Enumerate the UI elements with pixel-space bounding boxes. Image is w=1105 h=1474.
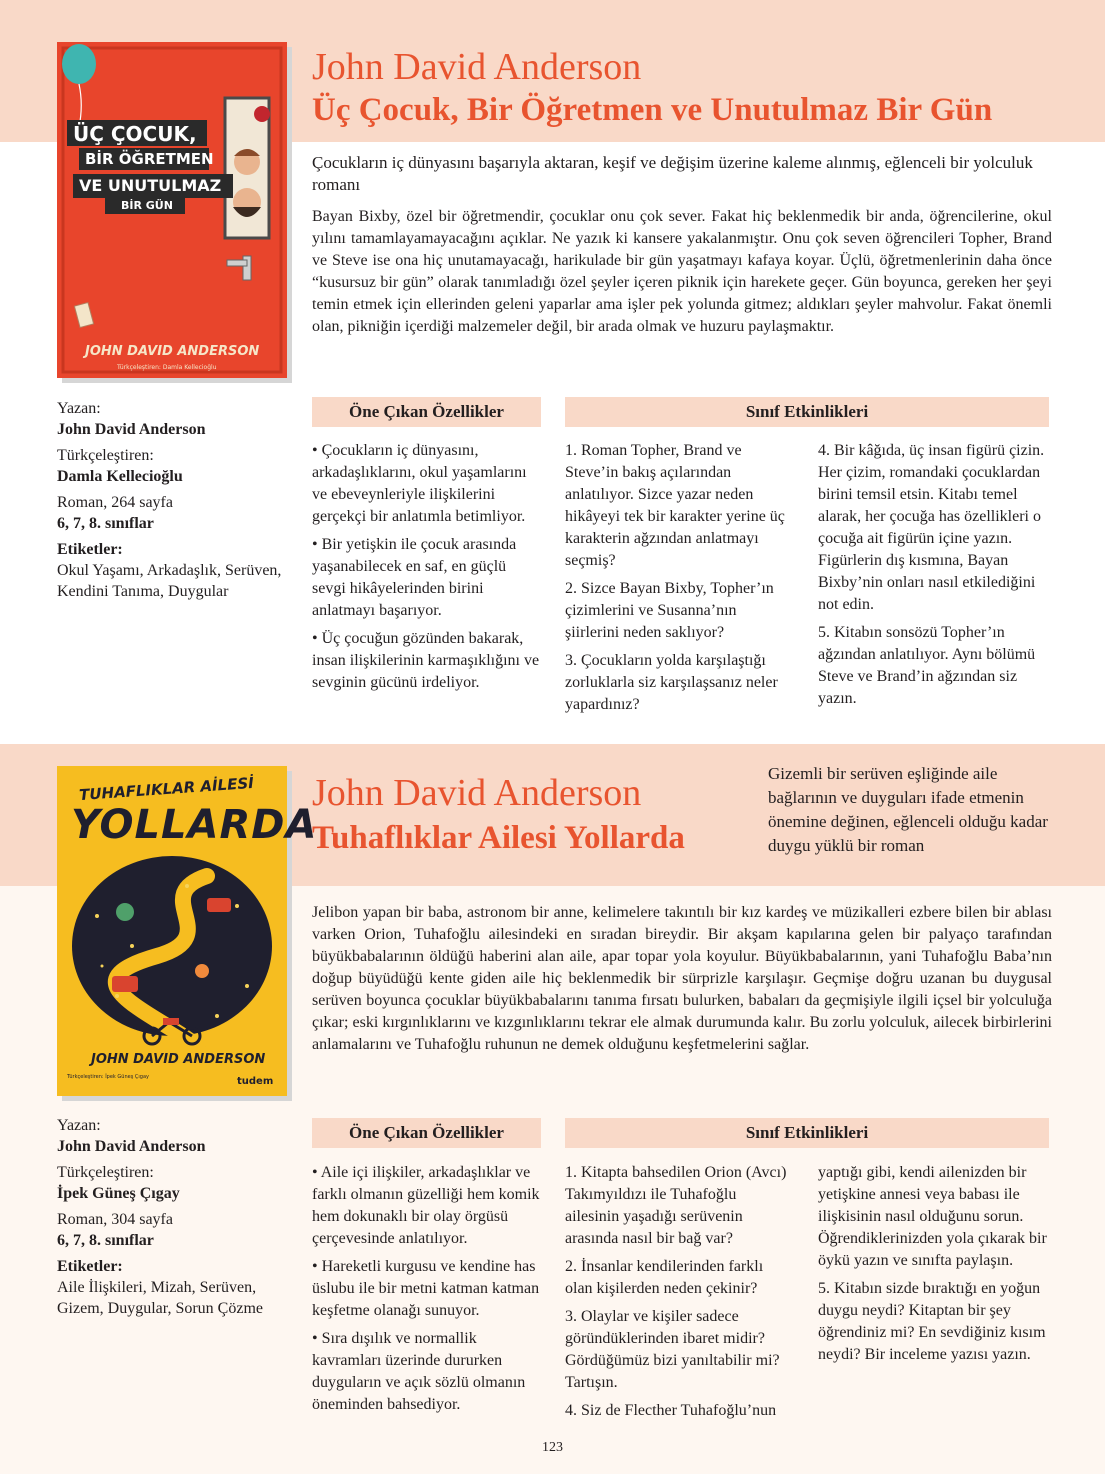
translator-label: Türkçeleştiren: bbox=[57, 1164, 154, 1181]
book1-author-heading: John David Anderson bbox=[312, 46, 642, 88]
tags-label: Etiketler: bbox=[57, 541, 123, 558]
author-value: John David Anderson bbox=[57, 421, 206, 438]
translator-value: Damla Kellecioğlu bbox=[57, 468, 183, 485]
book1-activities-col2 bbox=[818, 440, 1050, 716]
book1-cover-translator: Türkçeleştiren: Damla Kellecioğlu bbox=[117, 364, 217, 371]
book2-cover-title: YOLLARDA bbox=[71, 802, 318, 848]
activity-item: 5. Kitabın sizde bıraktığı en yoğun duygu neydi? Kitaptan bir şey öğrendiniz mi? En sevdiğiniz kısım neydi? Bir inceleme yazısı yazın. bbox=[818, 1280, 1046, 1363]
translator-label: Türkçeleştiren: bbox=[57, 447, 154, 464]
feature-item: • Üç çocuğun gözünden bakarak, insan ilişkilerinin karmaşıklığını ve sevginin gücünü irdeliyor. bbox=[312, 630, 540, 691]
book1-features-list bbox=[312, 440, 542, 700]
activity-item: 3. Olaylar ve kişiler sadece göründüklerinden ibaret midir? Gördüğümüz bizi yanıltabilir mi? Tartışın. bbox=[565, 1308, 780, 1391]
translator-value: İpek Güneş Çıgay bbox=[57, 1185, 180, 1202]
book2-features-list bbox=[312, 1162, 542, 1422]
format-value: Roman, 264 sayfa bbox=[57, 494, 173, 511]
page-number: 123 bbox=[542, 1440, 563, 1455]
book1-cover-title-line: BİR ÖĞRETMEN bbox=[85, 150, 214, 168]
feature-item: • Sıra dışılık ve normallik kavramları üzerinde dururken duyguların ve açık sözlü olmanın öneminden bahsediyor. bbox=[312, 1330, 526, 1413]
book2-author-heading: John David Anderson bbox=[312, 772, 642, 814]
activity-item: 1. Kitapta bahsedilen Orion (Avcı) Takımyıldızı ile Tuhafoğlu ailesinin yaşadığı serüvenin arasında nasıl bir bağ var? bbox=[565, 1164, 787, 1247]
book2-activities-col2 bbox=[818, 1162, 1050, 1372]
grades-value: 6, 7, 8. sınıflar bbox=[57, 1232, 154, 1249]
book1-title-heading: Üç Çocuk, Bir Öğretmen ve Unutulmaz Bir Gün bbox=[312, 92, 993, 128]
format-value: Roman, 304 sayfa bbox=[57, 1211, 173, 1228]
activity-item: 5. Kitabın sonsözü Topher’ın ağzından anlatılıyor. Aynı bölümü Steve ve Brand’in ağzından siz yazın. bbox=[818, 624, 1036, 707]
book2-activities-col1 bbox=[565, 1162, 793, 1428]
book1-tagline: Çocukların iç dünyasını başarıyla aktaran, keşif ve değişim üzerine kaleme alınmış, eğlenceli bir yolculuk romanı bbox=[312, 153, 1033, 194]
book1-features-header: Öne Çıkan Özellikler bbox=[312, 397, 541, 427]
bus-icon bbox=[112, 976, 138, 992]
activity-item: yaptığı gibi, kendi ailenizden bir yetişkine annesi veya babası ile ilişkisinin nasıl olduğunu sorun. Öğrendiklerinizden yola çıkarak bir öykü yazın ve sınıfta paylaşın. bbox=[818, 1164, 1047, 1269]
book1-cover bbox=[57, 42, 287, 378]
activity-item: 1. Roman Topher, Brand ve Steve’in bakış açılarından anlatılıyor. Sizce yazar neden hikâyeyi tek bir karakter yerine üç karakterin ağzından anlatmayı seçmiş? bbox=[565, 442, 785, 569]
tags-label: Etiketler: bbox=[57, 1258, 123, 1275]
feature-item: • Çocukların iç dünyasını, arkadaşlıklarını, okul yaşamlarını ve ebeveynleriyle ilişkilerini gerçekçi bir anlatımla betimliyor. bbox=[312, 442, 527, 525]
tags-value: Aile İlişkileri, Mizah, Serüven, Gizem, Duygular, Sorun Çözme bbox=[57, 1279, 263, 1317]
rosette-icon bbox=[254, 106, 270, 122]
book1-cover-title-line: VE UNUTULMAZ bbox=[79, 176, 222, 195]
book1-activities-header: Sınıf Etkinlikleri bbox=[565, 397, 1049, 427]
book1-cover-author: JOHN DAVID ANDERSON bbox=[85, 344, 260, 359]
book2-cover-publisher: tudem bbox=[237, 1076, 274, 1087]
tree-icon bbox=[116, 903, 134, 921]
book2-title-heading: Tuhaflıklar Ailesi Yollarda bbox=[312, 820, 685, 856]
book1-cover-title-line: BİR GÜN bbox=[121, 199, 173, 212]
book1-cover-title-line: ÜÇ ÇOCUK, bbox=[73, 122, 197, 146]
book2-cover-series: TUHAFLIKLAR AİLESİ bbox=[78, 773, 255, 805]
book1-activities-col1 bbox=[565, 440, 793, 722]
balloon-icon bbox=[62, 44, 96, 84]
book2-summary: Jelibon yapan bir baba, astronom bir anne, kelimelere takıntılı bir kız kardeş ve müzikalleri ezbere bilen bir ablası varken Orion, Tuhafoğlu ailesindeki en sıradan bireydir. Bir akşam kapılarına gelen bir palyaço tarafından büyükbabalarının öldüğü haberini alan aile, apar topar yola koyulur. Büyükbabalarının, yani Tuhafoğlu Baba’nın doğup büyüdüğü kente giden aile hiç beklenmedik bir sürprizle karşılaşır. Geçmişe doğru uzanan bu duygusal serüven boyunca çocuklar büyükbabalarını tanıma fırsatı bulurken, babaları da geçmişiyle ilgili içsel bir yolculuğa çıkar; eski kırgınlıklarını ve kızgınlıklarını tekrar ele almak durumunda kalır. Bu zorlu yolculuk, ailecek birbirlerini anlamalarını ve Tuhafoğlu ruhunun ne demek olduğunu keşfetmelerini sağlar. bbox=[312, 904, 1052, 1053]
book2-cover-author: JOHN DAVID ANDERSON bbox=[91, 1052, 266, 1067]
author-value: John David Anderson bbox=[57, 1138, 206, 1155]
activity-item: 4. Siz de Flecther Tuhafoğlu’nun bbox=[565, 1402, 777, 1419]
activity-item: 2. İnsanlar kendilerinden farklı olan kişilerden neden çekinir? bbox=[565, 1258, 764, 1297]
grades-value: 6, 7, 8. sınıflar bbox=[57, 515, 154, 532]
feature-item: • Hareketli kurgusu ve kendine has üslubu ile bir metni katman katman keşfetme olanağı sunuyor. bbox=[312, 1258, 540, 1319]
book2-meta bbox=[57, 1115, 287, 1319]
author-label: Yazan: bbox=[57, 1117, 101, 1134]
feature-item: • Bir yetişkin ile çocuk arasında yaşanabilecek en saf, en güçlü sevgi hikâyelerinden birini anlatmayı başarıyor. bbox=[312, 536, 517, 619]
activity-item: 3. Çocukların yolda karşılaştığı zorluklarla siz karşılaşsanız neler yapardınız? bbox=[565, 652, 778, 713]
book2-cover bbox=[57, 766, 318, 1096]
book1-meta bbox=[57, 398, 287, 602]
book2-tagline: Gizemli bir serüven eşliğinde aile bağlarının ve duyguları ifade etmenin önemine değinen, eğlenceli olduğu kadar duygu yüklü bir roman bbox=[768, 764, 1048, 855]
activity-item: 2. Sizce Bayan Bixby, Topher’ın çizimlerini ve Susanna’nın şiirlerini neden saklıyor? bbox=[565, 580, 774, 641]
activity-item: 4. Bir kâğıda, üç insan figürü çizin. Her çizim, romandaki çocuklardan birini temsil etsin. Kitabı temel alarak, her çocuğa has özellikleri o çocuğa ait figürün içine yazın. Figürlerin dış kısmına, Bayan Bixby’nin onları nasıl etkilediğini not edin. bbox=[818, 442, 1045, 613]
book2-features-header: Öne Çıkan Özellikler bbox=[312, 1118, 541, 1148]
book2-activities-header: Sınıf Etkinlikleri bbox=[565, 1118, 1049, 1148]
tags-value: Okul Yaşamı, Arkadaşlık, Serüven, Kendini Tanıma, Duygular bbox=[57, 562, 282, 600]
car-icon bbox=[207, 898, 231, 912]
book2-cover-translator: Türkçeleştiren: İpek Güneş Çıgay bbox=[67, 1074, 149, 1080]
book1-summary: Bayan Bixby, özel bir öğretmendir, çocuklar onu çok sever. Fakat hiç beklenmedik bir anda, öğrencilerine, okul yılını tamamlayamayacağını açıklar. Ne yazık ki kansere yakalanmıştır. Onu çok seven öğrencileri Topher, Brand ve Steve ise ona hiç unutamayacağı, harikulade bir gün yaşatmayı kafaya koyar. Üçlü, öğretmenlerinin daha önce “kusursuz bir gün” olarak tanımladığı özel şeyler içeren piknik için harekete geçer. Gün boyunca, gereken her şeyi temin etmek için ellerinden geleni yaparlar ama işler pek yolunda gitmez; aldıkları şeyler mahvolur. Fakat önemli olan, pikniğin içerdiği malzemeler değil, bir arada olmak ve huzuru paylaşmaktır. bbox=[312, 208, 1052, 335]
feature-item: • Aile içi ilişkiler, arkadaşlıklar ve farklı olmanın güzelliği hem komik hem dokunaklı bir olay örgüsü çerçevesinde anlatılıyor. bbox=[312, 1164, 540, 1247]
author-label: Yazan: bbox=[57, 400, 101, 417]
